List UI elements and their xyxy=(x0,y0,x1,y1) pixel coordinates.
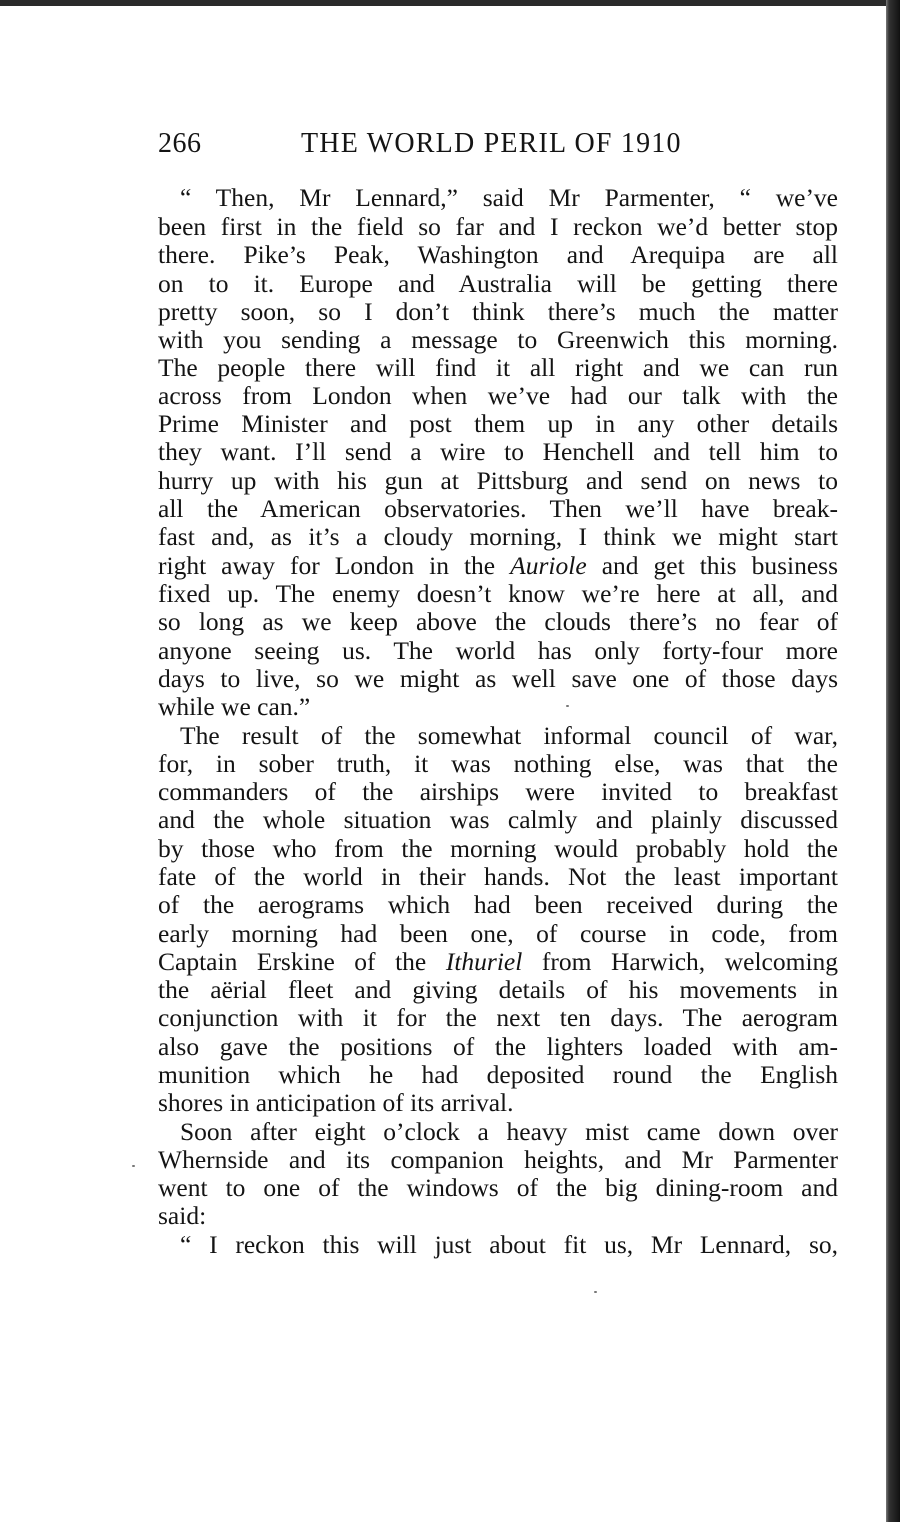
page-number: 266 xyxy=(158,128,202,159)
text-line: conjunction with it for the next ten days. The aerogram xyxy=(158,1003,838,1032)
text-line: Prime Minister and post them up in any other details xyxy=(158,409,838,438)
text-line: across from London when we’ve had our talk with the xyxy=(158,381,838,410)
page-header xyxy=(158,128,838,168)
text-line: they want. I’ll send a wire to Henchell and tell him to xyxy=(158,437,838,466)
text-line: fast and, as it’s a cloudy morning, I think we might start xyxy=(158,522,838,551)
text-line: been first in the field so far and I reckon we’d better stop xyxy=(158,212,838,241)
text-line: said: xyxy=(158,1201,207,1230)
text-line: “ Then, Mr Lennard,” said Mr Parmenter, “ we’ve xyxy=(180,183,838,212)
text-line: early morning had been one, of course in code, from xyxy=(158,919,838,948)
text-line: of the aerograms which had been received during the xyxy=(158,890,838,919)
text-line: went to one of the windows of the big dining-room and xyxy=(158,1173,838,1202)
text-line: commanders of the airships were invited to breakfast xyxy=(158,777,838,806)
text-line: The people there will find it all right and we can run xyxy=(158,353,838,382)
text-fragment: and get this business xyxy=(601,551,839,580)
text-line: there. Pike’s Peak, Washington and Arequipa are all xyxy=(158,240,838,269)
text-line: and the whole situation was calmly and plainly discussed xyxy=(158,805,838,834)
scan-top-edge xyxy=(0,0,900,6)
scan-right-edge xyxy=(886,0,900,1522)
text-line-with-italic xyxy=(158,552,838,580)
ship-name-auriole: Auriole xyxy=(510,551,587,580)
scan-speck xyxy=(566,705,569,707)
ship-name-ithuriel: Ithuriel xyxy=(445,947,523,976)
text-line: days to live, so we might as well save one of those days xyxy=(158,664,838,693)
text-line: Soon after eight o’clock a heavy mist came down over xyxy=(180,1117,838,1146)
text-line: all the American observatories. Then we’ll have break- xyxy=(158,494,838,523)
text-fragment: from Harwich, welcoming xyxy=(541,947,839,976)
text-line: munition which he had deposited round the English xyxy=(158,1060,838,1089)
text-line: with you sending a message to Greenwich this morning. xyxy=(158,325,838,354)
text-line: “ I reckon this will just about fit us, Mr Lennard, so, xyxy=(180,1230,838,1259)
text-fragment: right away for London in the xyxy=(158,551,496,580)
text-line: hurry up with his gun at Pittsburg and send on news to xyxy=(158,466,838,495)
text-line: fixed up. The enemy doesn’t know we’re here at all, and xyxy=(158,579,838,608)
text-line-with-italic xyxy=(158,948,838,976)
text-line: while we can.” xyxy=(158,692,311,721)
text-line: Whernside and its companion heights, and Mr Parmenter xyxy=(158,1145,838,1174)
text-line: also gave the positions of the lighters loaded with am- xyxy=(158,1032,838,1061)
text-line: the aërial fleet and giving details of his movements in xyxy=(158,975,838,1004)
text-line: for, in sober truth, it was nothing else, was that the xyxy=(158,749,838,778)
text-line: anyone seeing us. The world has only forty-four more xyxy=(158,636,838,665)
scan-speck xyxy=(132,1165,135,1167)
text-line: pretty soon, so I don’t think there’s much the matter xyxy=(158,297,838,326)
text-fragment: Captain Erskine of the xyxy=(158,947,427,976)
text-line: by those who from the morning would probably hold the xyxy=(158,834,838,863)
text-line: The result of the somewhat informal council of war, xyxy=(180,721,838,750)
text-line: shores in anticipation of its arrival. xyxy=(158,1088,514,1117)
scan-speck xyxy=(594,1291,597,1293)
running-title: THE WORLD PERIL OF 1910 xyxy=(301,128,682,159)
text-line: on to it. Europe and Australia will be getting there xyxy=(158,269,838,298)
text-line: fate of the world in their hands. Not the least important xyxy=(158,862,838,891)
text-line: so long as we keep above the clouds there’s no fear of xyxy=(158,607,838,636)
